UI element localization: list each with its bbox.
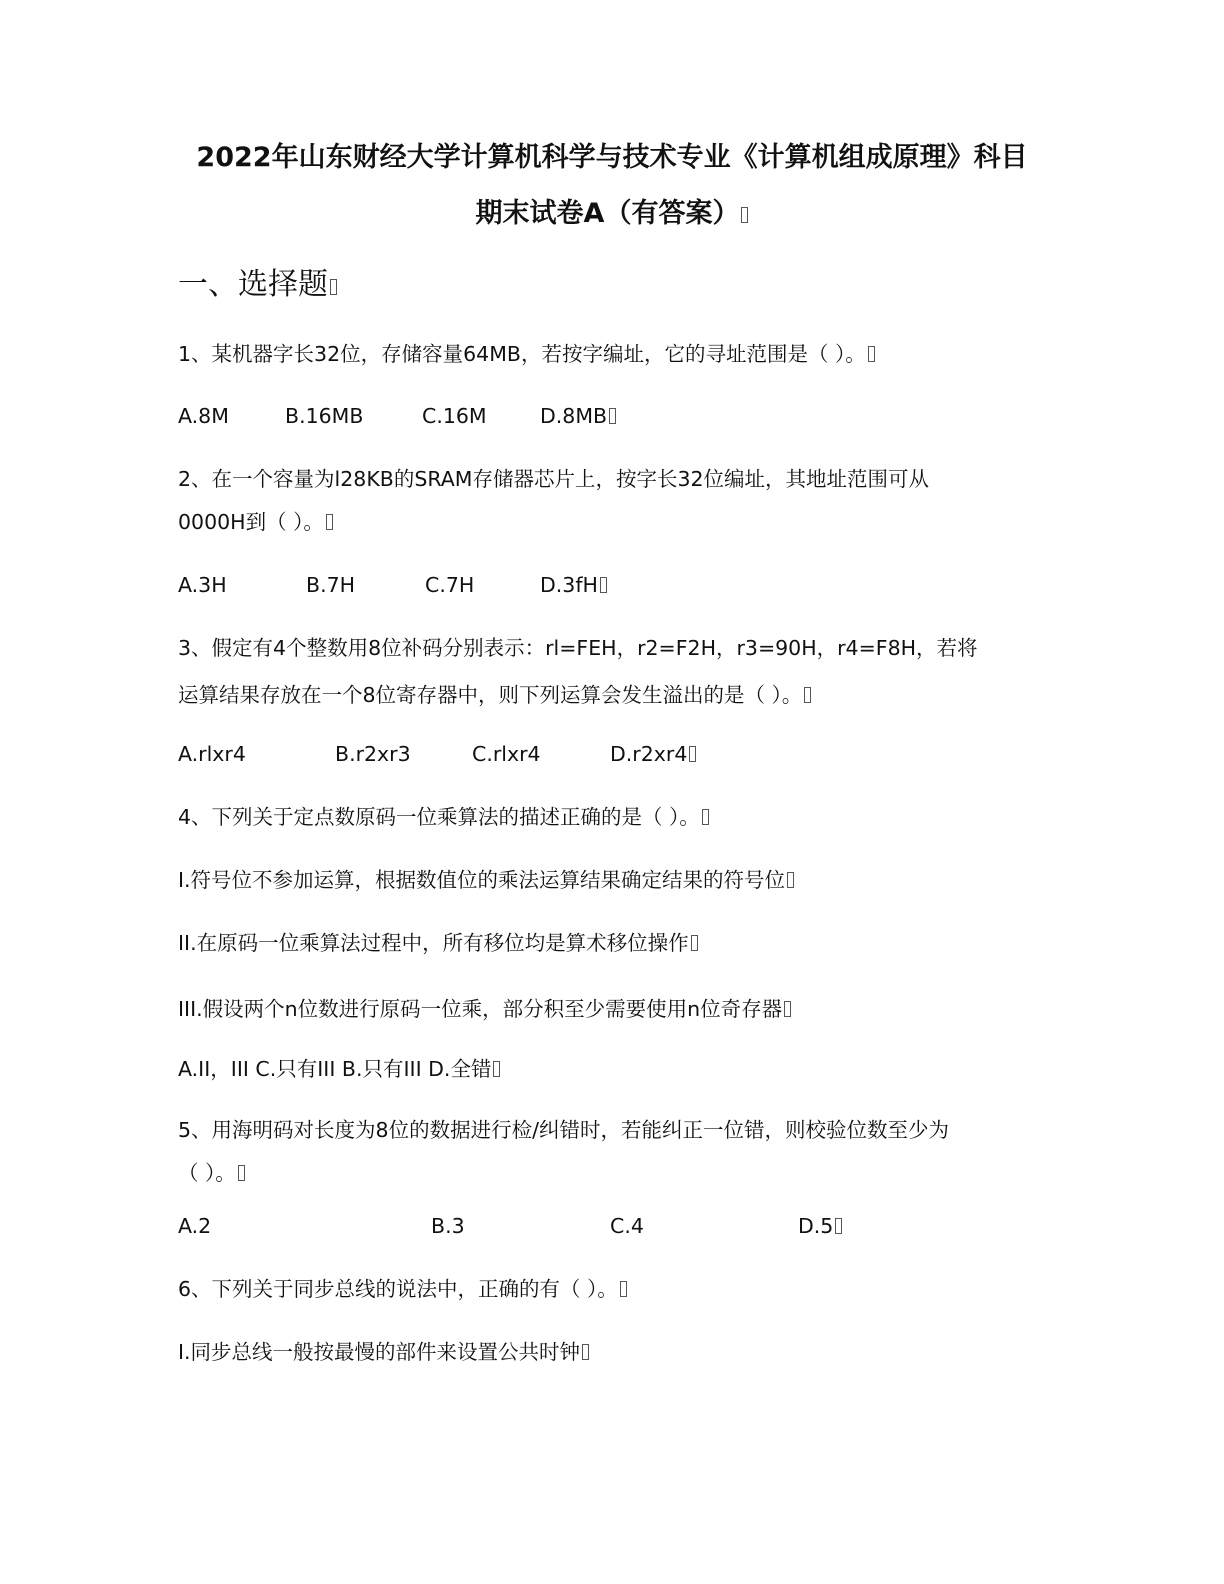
question-5-option-b: B.3 xyxy=(431,1214,465,1238)
exam-title-line-1: 2022年山东财经大学计算机科学与技术专业《计算机组成原理》科目 xyxy=(196,142,1028,173)
paragraph-mark-icon xyxy=(804,687,811,703)
paragraph-mark-icon xyxy=(784,1001,791,1017)
question-5-text-line-1: 5、用海明码对长度为8位的数据进行检/纠错时，若能纠正一位错，则校验位数至少为 xyxy=(178,1118,949,1142)
paragraph-mark-icon xyxy=(238,1165,245,1181)
question-2-option-c: C.7H xyxy=(425,573,475,597)
question-3-text-line-2: 运算结果存放在一个8位寄存器中，则下列运算会发生溢出的是（ ）。 xyxy=(178,681,811,709)
question-2-option-a: A.3H xyxy=(178,573,227,597)
question-1-option-c: C.16M xyxy=(422,404,487,428)
paragraph-mark-icon xyxy=(741,207,748,223)
paragraph-mark-icon xyxy=(689,746,696,762)
question-1-option-a: A.8M xyxy=(178,404,229,428)
question-4-options: A.II，III C.只有III B.只有III D.全错 xyxy=(178,1055,500,1083)
question-2-option-b: B.7H xyxy=(306,573,356,597)
question-2-option-d: D.3fH xyxy=(540,571,607,599)
question-5-option-a: A.2 xyxy=(178,1214,212,1238)
paragraph-mark-icon xyxy=(620,1281,627,1297)
question-5-text-line-2: （ ）。 xyxy=(178,1159,245,1187)
question-3-option-d: D.r2xr4 xyxy=(610,740,696,768)
paragraph-mark-icon xyxy=(691,935,698,951)
paragraph-mark-icon xyxy=(493,1061,500,1077)
question-1-text: 1、某机器字长32位，存储容量64MB，若按字编址，它的寻址范围是（ ）。 xyxy=(178,340,875,368)
question-6-statement-1: I.同步总线一般按最慢的部件来设置公共时钟 xyxy=(178,1338,589,1366)
question-5-option-c: C.4 xyxy=(610,1214,644,1238)
question-2-text-line-2: 0000H到（ ）。 xyxy=(178,508,333,536)
question-3-option-a: A.rlxr4 xyxy=(178,742,246,766)
question-2-text-line-1: 2、在一个容量为l28KB的SRAM存储器芯片上，按字长32位编址，其地址范围可从 xyxy=(178,467,930,491)
paragraph-mark-icon xyxy=(582,1344,589,1360)
section-heading: 一、选择题 xyxy=(178,266,337,304)
exam-title-line-2: 期末试卷A（有答案） xyxy=(120,196,1104,232)
paragraph-mark-icon xyxy=(330,279,337,295)
question-5-option-d: D.5 xyxy=(798,1212,842,1240)
paragraph-mark-icon xyxy=(868,346,875,362)
question-4-statement-3: III.假设两个n位数进行原码一位乘，部分积至少需要使用n位奇存器 xyxy=(178,995,791,1023)
question-4-text: 4、下列关于定点数原码一位乘算法的描述正确的是（ ）。 xyxy=(178,803,709,831)
question-4-statement-2: II.在原码一位乘算法过程中，所有移位均是算术移位操作 xyxy=(178,929,698,957)
question-3-option-c: C.rlxr4 xyxy=(472,742,541,766)
paragraph-mark-icon xyxy=(835,1218,842,1234)
question-1-option-b: B.16MB xyxy=(285,404,364,428)
question-4-statement-1: I.符号位不参加运算，根据数值位的乘法运算结果确定结果的符号位 xyxy=(178,866,794,894)
question-6-text: 6、下列关于同步总线的说法中，正确的有（ ）。 xyxy=(178,1275,627,1303)
paragraph-mark-icon xyxy=(609,408,616,424)
paragraph-mark-icon xyxy=(702,809,709,825)
paragraph-mark-icon xyxy=(326,514,333,530)
paragraph-mark-icon xyxy=(787,872,794,888)
question-1-option-d: D.8MB xyxy=(540,402,616,430)
paragraph-mark-icon xyxy=(600,577,607,593)
question-3-text-line-1: 3、假定有4个整数用8位补码分别表示：rl=FEH，r2=F2H，r3=90H，r4=F8H，若将 xyxy=(178,636,978,660)
question-3-option-b: B.r2xr3 xyxy=(335,742,411,766)
